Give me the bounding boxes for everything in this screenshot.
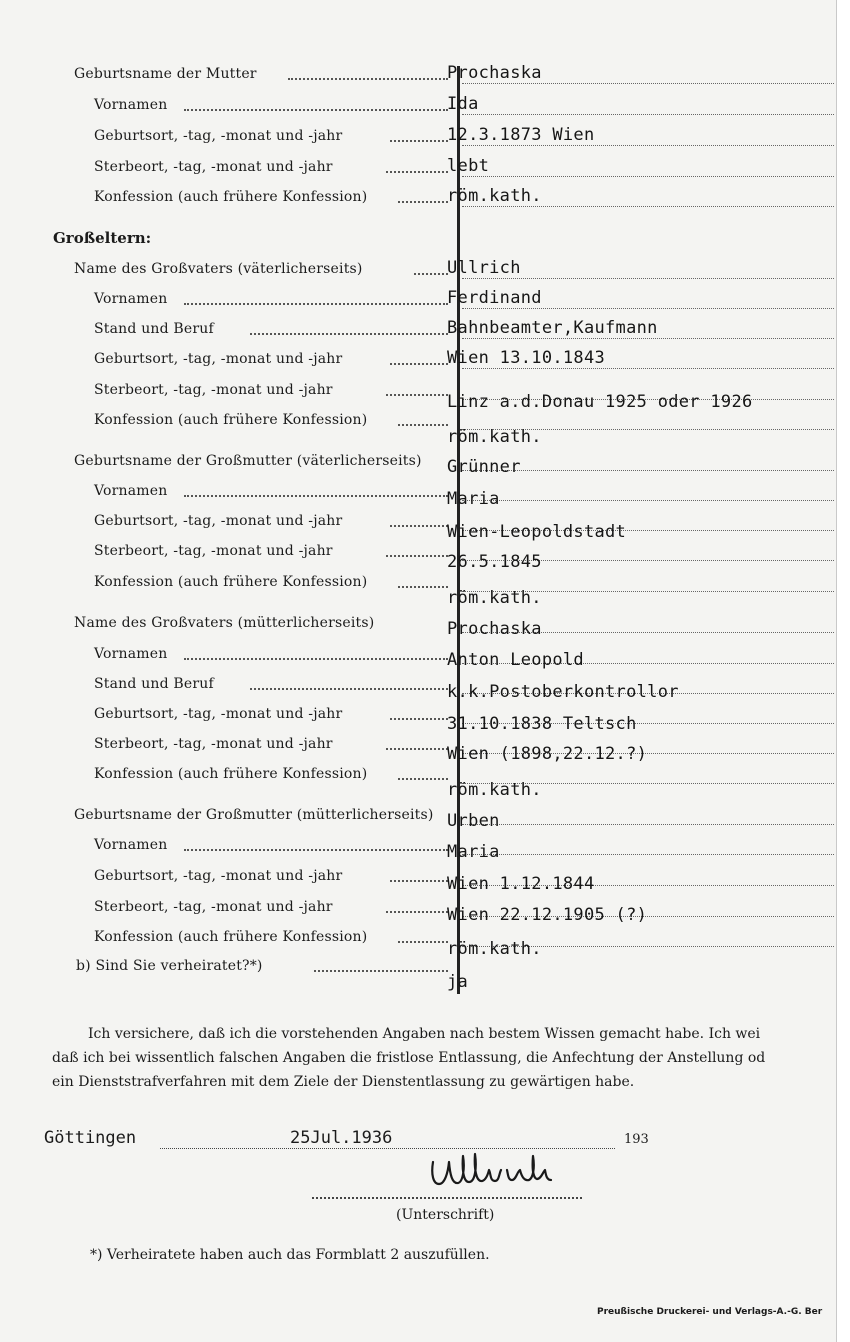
row-pgf-first-names bbox=[0, 288, 836, 313]
declaration-line: Ich versichere, daß ich die vorstehenden Angaben nach bestem Wissen gemacht habe. Ich wei bbox=[88, 1026, 761, 1042]
field-label: Vornamen bbox=[94, 97, 168, 113]
signature-line bbox=[312, 1197, 582, 1199]
field-value: Linz a.d.Donau 1925 oder 1926 bbox=[447, 392, 753, 412]
field-value: lebt bbox=[447, 156, 490, 176]
row-pgf-religion bbox=[0, 412, 836, 447]
place-value: Göttingen bbox=[44, 1128, 137, 1148]
signature-handwritten bbox=[425, 1148, 560, 1198]
row-mother-first-names bbox=[0, 94, 836, 119]
answer-line bbox=[462, 206, 834, 207]
field-label: Name des Großvaters (väterlicherseits) bbox=[74, 261, 363, 277]
field-label: Stand und Beruf bbox=[94, 321, 214, 337]
leader-dots bbox=[250, 333, 448, 335]
row-mother-birth-name bbox=[0, 63, 836, 88]
row-mgm-death bbox=[0, 899, 836, 925]
row-pgm-first-names bbox=[0, 483, 836, 509]
row-mgm-birth-name bbox=[0, 807, 836, 829]
field-value: ja bbox=[447, 972, 469, 992]
field-value: Maria bbox=[447, 489, 500, 509]
field-label: Vornamen bbox=[94, 837, 168, 853]
answer-line bbox=[462, 176, 834, 177]
answer-line bbox=[462, 308, 834, 309]
row-mgf-occupation bbox=[0, 676, 836, 702]
field-value: röm.kath. bbox=[447, 186, 542, 206]
row-mother-birth bbox=[0, 125, 836, 150]
leader-dots bbox=[184, 849, 448, 851]
leader-dots bbox=[390, 718, 448, 720]
leader-dots bbox=[414, 273, 448, 275]
leader-dots bbox=[386, 394, 448, 396]
field-label: Geburtsort, -tag, -monat und -jahr bbox=[94, 513, 343, 529]
leader-dots bbox=[184, 495, 448, 497]
field-value: Anton Leopold bbox=[447, 650, 584, 670]
leader-dots bbox=[184, 658, 448, 660]
answer-line bbox=[462, 824, 834, 825]
field-value: Prochaska bbox=[447, 619, 542, 639]
row-pgm-birth-name bbox=[0, 453, 836, 475]
row-mgf-religion bbox=[0, 766, 836, 800]
leader-dots bbox=[250, 688, 448, 690]
field-label: Name des Großvaters (mütterlicherseits) bbox=[74, 615, 375, 631]
field-label: Vornamen bbox=[94, 646, 168, 662]
row-mgm-religion bbox=[0, 929, 836, 959]
field-value: röm.kath. bbox=[447, 780, 542, 800]
field-value: röm.kath. bbox=[447, 588, 542, 608]
field-label: b) Sind Sie verheiratet?*) bbox=[76, 958, 263, 974]
field-value: Maria bbox=[447, 842, 500, 862]
field-label: Geburtsname der Großmutter (mütterlicherseits) bbox=[74, 807, 434, 823]
printer-imprint: Preußische Druckerei- und Verlags-A.-G. Ber bbox=[597, 1307, 823, 1317]
answer-line bbox=[462, 368, 834, 369]
field-value: röm.kath. bbox=[447, 939, 542, 959]
row-pgm-death bbox=[0, 543, 836, 572]
row-pgm-religion bbox=[0, 574, 836, 608]
answer-line bbox=[462, 145, 834, 146]
field-value: Wien 22.12.1905 (?) bbox=[447, 905, 648, 925]
leader-dots bbox=[398, 201, 448, 203]
field-label: Vornamen bbox=[94, 291, 168, 307]
field-value: Bahnbeamter,Kaufmann bbox=[447, 318, 658, 338]
field-value: 26.5.1845 bbox=[447, 552, 542, 572]
answer-line bbox=[462, 338, 834, 339]
answer-line bbox=[462, 500, 834, 501]
leader-dots bbox=[386, 911, 448, 913]
field-label: Geburtsort, -tag, -monat und -jahr bbox=[94, 128, 343, 144]
leader-dots bbox=[184, 109, 448, 111]
field-value: Ferdinand bbox=[447, 288, 542, 308]
field-value: Wien 13.10.1843 bbox=[447, 348, 606, 368]
leader-dots bbox=[390, 525, 448, 527]
field-label: Sterbeort, -tag, -monat und -jahr bbox=[94, 159, 333, 175]
field-label: Konfession (auch frühere Konfession) bbox=[94, 766, 368, 782]
leader-dots bbox=[390, 363, 448, 365]
row-pgf-birth bbox=[0, 348, 836, 373]
grandparents-heading: Großeltern: bbox=[53, 229, 152, 247]
row-mother-religion bbox=[0, 186, 836, 211]
row-mother-death bbox=[0, 156, 836, 181]
signature-label: (Unterschrift) bbox=[396, 1207, 495, 1223]
field-label: Vornamen bbox=[94, 483, 168, 499]
field-value: k.k.Postoberkontrollor bbox=[447, 682, 679, 702]
row-mgf-first-names bbox=[0, 646, 836, 668]
leader-dots bbox=[288, 78, 448, 80]
field-label: Sterbeort, -tag, -monat und -jahr bbox=[94, 899, 333, 915]
field-label: Sterbeort, -tag, -monat und -jahr bbox=[94, 543, 333, 559]
leader-dots bbox=[398, 941, 448, 943]
field-label: Geburtsname der Großmutter (väterlicherseits) bbox=[74, 453, 422, 469]
row-mgm-birth bbox=[0, 868, 836, 894]
field-label: Konfession (auch frühere Konfession) bbox=[94, 929, 368, 945]
field-value: Wien-Leopoldstadt bbox=[447, 522, 627, 542]
field-label: Geburtsname der Mutter bbox=[74, 66, 257, 82]
page-edge bbox=[836, 0, 850, 1342]
row-mgf-birth bbox=[0, 706, 836, 734]
row-mgf-death bbox=[0, 736, 836, 764]
leader-dots bbox=[386, 748, 448, 750]
leader-dots bbox=[386, 555, 448, 557]
field-value: röm.kath. bbox=[447, 427, 542, 447]
row-mgm-first-names bbox=[0, 837, 836, 862]
field-value: Ida bbox=[447, 94, 479, 114]
row-pgf-occupation bbox=[0, 318, 836, 343]
field-label: Sterbeort, -tag, -monat und -jahr bbox=[94, 382, 333, 398]
row-mgf-name bbox=[0, 615, 836, 637]
date-value: 25Jul.1936 bbox=[290, 1128, 393, 1148]
declaration-line: ein Dienststrafverfahren mit dem Ziele der Dienstentlassung zu gewärtigen habe. bbox=[52, 1074, 635, 1090]
field-label: Stand und Beruf bbox=[94, 676, 214, 692]
field-value: Ullrich bbox=[447, 258, 521, 278]
field-value: 31.10.1838 Teltsch bbox=[447, 714, 637, 734]
leader-dots bbox=[390, 880, 448, 882]
declaration-paragraph bbox=[52, 1022, 836, 1094]
leader-dots bbox=[314, 970, 448, 972]
footnote: *) Verheiratete haben auch das Formblatt 2 auszufüllen. bbox=[90, 1247, 490, 1263]
field-value: Wien (1898,22.12.?) bbox=[447, 744, 648, 764]
answer-line bbox=[462, 83, 834, 84]
field-value: 12.3.1873 Wien bbox=[447, 125, 595, 145]
field-value: Urben bbox=[447, 811, 500, 831]
leader-dots bbox=[398, 778, 448, 780]
row-pgm-birth bbox=[0, 513, 836, 542]
answer-line bbox=[462, 114, 834, 115]
leader-dots bbox=[390, 140, 448, 142]
leader-dots bbox=[398, 424, 448, 426]
leader-dots bbox=[184, 303, 448, 305]
answer-line bbox=[462, 278, 834, 279]
year-prefix: 193 bbox=[624, 1132, 649, 1147]
row-pgf-name bbox=[0, 258, 836, 283]
field-label: Sterbeort, -tag, -monat und -jahr bbox=[94, 736, 333, 752]
field-value: Wien 1.12.1844 bbox=[447, 874, 595, 894]
answer-line bbox=[462, 854, 834, 855]
field-label: Geburtsort, -tag, -monat und -jahr bbox=[94, 868, 343, 884]
row-pgf-death bbox=[0, 382, 836, 412]
declaration-line: daß ich bei wissentlich falschen Angaben die fristlose Entlassung, die Anfechtung der Anstellung od bbox=[52, 1050, 766, 1066]
field-value: Grünner bbox=[447, 457, 521, 477]
field-label: Konfession (auch frühere Konfession) bbox=[94, 574, 368, 590]
field-label: Geburtsort, -tag, -monat und -jahr bbox=[94, 351, 343, 367]
field-label: Konfession (auch frühere Konfession) bbox=[94, 412, 368, 428]
row-married bbox=[0, 958, 836, 992]
leader-dots bbox=[398, 586, 448, 588]
field-value: Prochaska bbox=[447, 63, 542, 83]
field-label: Konfession (auch frühere Konfession) bbox=[94, 189, 368, 205]
field-label: Geburtsort, -tag, -monat und -jahr bbox=[94, 706, 343, 722]
leader-dots bbox=[386, 171, 448, 173]
